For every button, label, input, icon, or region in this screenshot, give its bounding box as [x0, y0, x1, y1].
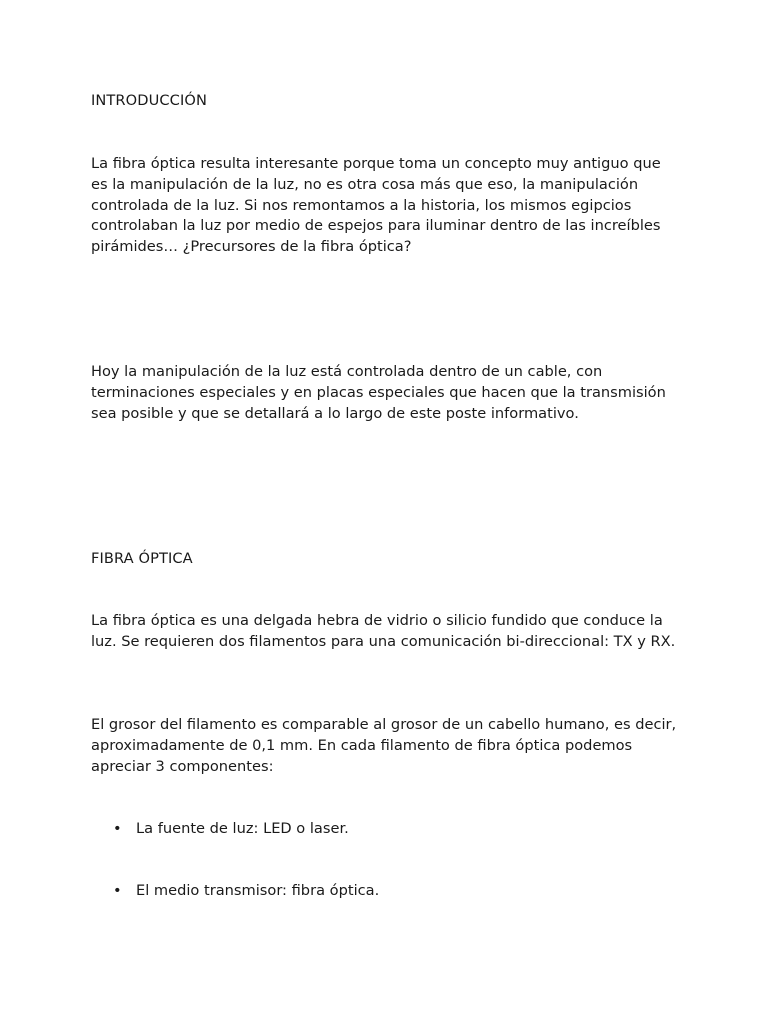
- list-item-text: La fuente de luz: LED o laser.: [136, 820, 349, 837]
- bullet-icon: •: [113, 820, 122, 837]
- paragraph-intro-history: La fibra óptica resulta interesante porque toma un concepto muy antiguo que es la manipulación de la luz, no es otra cosa más que eso, la manipulación controlada de la luz. Si nos remontamos a la historia, los mismos egipcios controlaban la luz por medio de espejos para iluminar dentro de las increíbles pirámides… ¿Precursores de la fibra óptica?: [91, 155, 661, 256]
- bullet-icon: •: [113, 882, 122, 899]
- paragraph-intro-cable: Hoy la manipulación de la luz está controlada dentro de un cable, con terminaciones especiales y en placas especiales que hacen que la transmisión sea posible y que se detallará a lo largo de este poste informativo.: [91, 363, 666, 422]
- paragraph-fibra-definition: La fibra óptica es una delgada hebra de vidrio o silicio fundido que conduce la luz. Se requieren dos filamentos para una comunicación bi-direccional: TX y RX.: [91, 612, 676, 650]
- heading-introduccion: INTRODUCCIÓN: [91, 92, 207, 109]
- list-item-text: El medio transmisor: fibra óptica.: [136, 882, 380, 899]
- paragraph-filament-thickness: El grosor del filamento es comparable al grosor de un cabello humano, es decir, aproximadamente de 0,1 mm. En cada filamento de fibra óptica podemos apreciar 3 componentes:: [91, 716, 677, 775]
- heading-fibra-optica: FIBRA ÓPTICA: [91, 550, 193, 567]
